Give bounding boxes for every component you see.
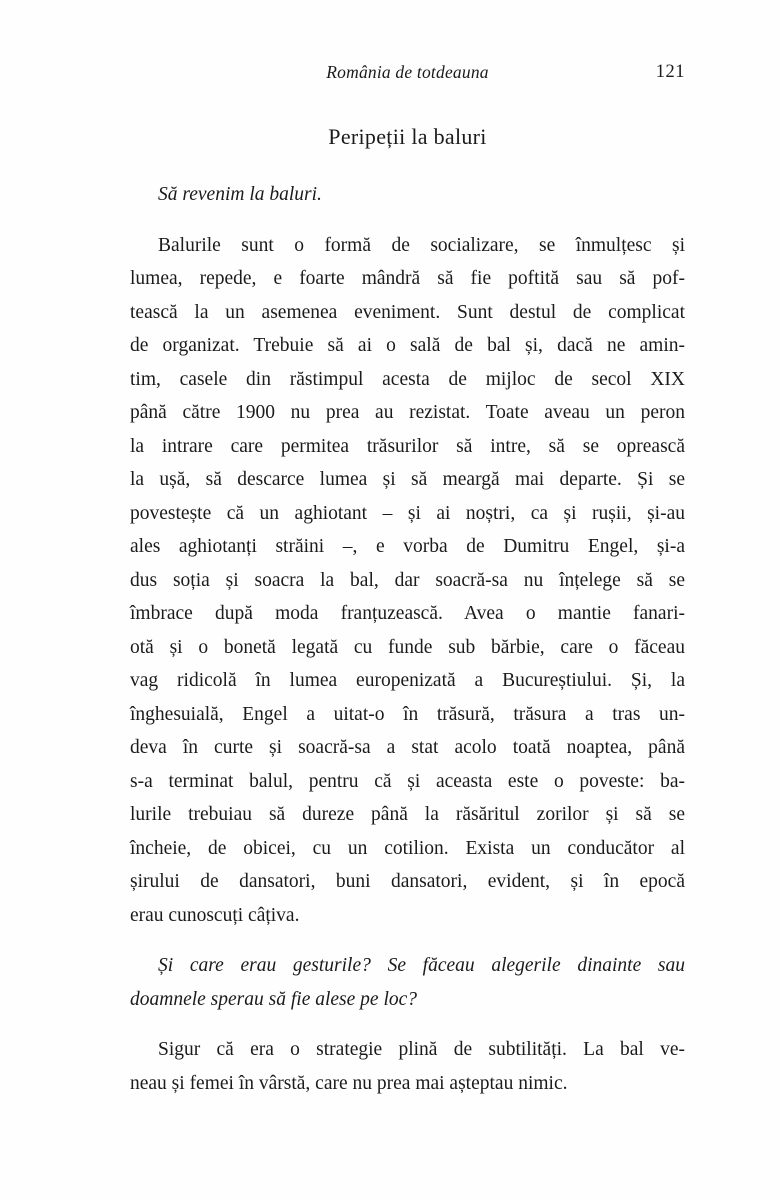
text-line: erau cunoscuți câțiva. <box>130 904 300 926</box>
text-line: la intrare care permitea trăsurilor să intre, să se oprească <box>130 435 685 457</box>
text-line: dus soția și soacra la bal, dar soacră-sa nu înțelege să se <box>130 569 685 591</box>
text-line: Balurile sunt o formă de socializare, se înmulțesc și <box>158 234 685 256</box>
text-line: înghesuială, Engel a uitat-o în trăsură, trăsura a tras un- <box>130 703 685 725</box>
body-paragraph <box>130 229 685 933</box>
text-line: lumea, repede, e foarte mândră să fie poftită sau să pof- <box>130 268 685 289</box>
page-header <box>130 62 685 88</box>
text-line: la ușă, să descarce lumea și să meargă mai departe. Și se <box>130 469 685 490</box>
text-line: lurile trebuiau să dureze până la răsăritul zorilor și să se <box>130 804 685 825</box>
text-line: neau și femei în vârstă, care nu prea mai așteptau nimic. <box>130 1072 568 1094</box>
text-line: Sigur că era o strategie plină de subtilități. La bal ve- <box>158 1039 685 1060</box>
text-line: doamnele sperau să fie alese pe loc? <box>130 988 418 1010</box>
running-header: România de totdeauna <box>326 62 489 82</box>
text-line: tim, casele din răstimpul acesta de mijloc de secol XIX <box>130 368 685 390</box>
text-line: ales aghiotanți străini –, e vorba de Dumitru Engel, și-a <box>130 536 685 557</box>
text-line: s-a terminat balul, pentru că și aceasta este o poveste: ba- <box>130 770 685 792</box>
text-line: îmbrace după moda franțuzească. Avea o mantie fanari- <box>130 603 685 624</box>
section-title: Peripeții la baluri <box>328 124 487 149</box>
text-line: încheie, de obicei, cu un cotilion. Exista un conducător al <box>130 837 685 859</box>
text-line: Să revenim la baluri. <box>158 184 322 205</box>
body-paragraph <box>130 1033 685 1100</box>
interview-question-paragraph <box>130 949 685 1016</box>
text-line: otă și o bonetă legată cu funde sub bărbie, care o făceau <box>130 636 685 658</box>
page-number: 121 <box>655 62 685 82</box>
text-line: povestește că un aghiotant – și ai noștri, ca și rușii, și-au <box>130 502 685 524</box>
text-line: deva în curte și soacră-sa a stat acolo toată noaptea, până <box>130 737 685 758</box>
text-line: de organizat. Trebuie să ai o sală de bal și, dacă ne amin- <box>130 335 685 356</box>
interview-question-paragraph <box>130 178 685 212</box>
text-line: vag ridicolă în lumea europenizată a Bucureștiului. Și, la <box>130 670 685 691</box>
page-content <box>130 178 685 1100</box>
text-line: până către 1900 nu prea au rezistat. Toate aveau un peron <box>130 402 685 423</box>
text-line: șirului de dansatori, buni dansatori, evident, și în epocă <box>130 871 685 892</box>
text-line: tească la un asemenea eveniment. Sunt destul de complicat <box>130 301 685 323</box>
text-line: Și care erau gesturile? Se făceau alegerile dinainte sau <box>158 955 685 976</box>
